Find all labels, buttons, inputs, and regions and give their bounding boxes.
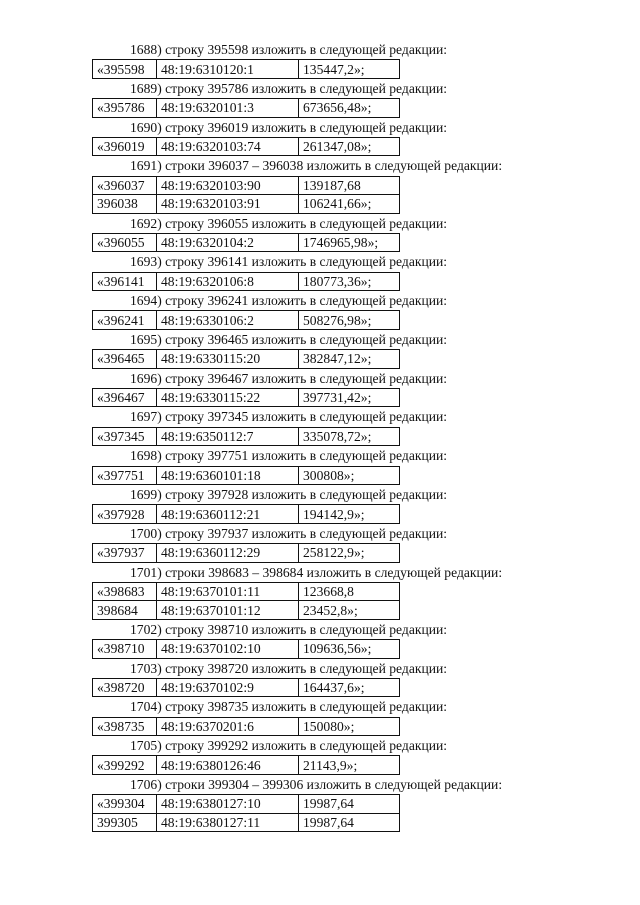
cadastral-number-cell: 48:19:6320101:3	[157, 99, 299, 117]
amendment-heading: 1694) строку 396241 изложить в следующей редакции:	[130, 293, 448, 309]
value-cell: 300808»;	[299, 466, 400, 484]
amendment-table	[92, 543, 400, 562]
amendment-heading: 1689) строку 395786 изложить в следующей редакции:	[130, 80, 448, 96]
amendment-heading: 1688) строку 395598 изложить в следующей редакции:	[130, 42, 448, 57]
cadastral-number-cell: 48:19:6320104:2	[157, 233, 299, 251]
table-row	[93, 427, 400, 445]
table-row	[93, 640, 400, 658]
amendment-heading: 1699) строку 397928 изложить в следующей редакции:	[130, 486, 448, 502]
table-row	[93, 195, 400, 213]
table-row	[93, 350, 400, 368]
table-row	[93, 795, 400, 813]
table-row	[93, 717, 400, 735]
amendment-table	[92, 272, 400, 291]
row-number-cell: «396055	[93, 233, 157, 251]
cadastral-number-cell: 48:19:6370101:11	[157, 582, 299, 600]
table-row	[93, 272, 400, 290]
row-number-cell: «395598	[93, 60, 157, 78]
amendment-heading: 1703) строку 398720 изложить в следующей редакции:	[130, 660, 448, 676]
value-cell: 1746965,98»;	[299, 233, 400, 251]
value-cell: 335078,72»;	[299, 427, 400, 445]
document-body	[92, 40, 552, 832]
amendment-table	[92, 310, 400, 329]
amendment-table	[92, 388, 400, 407]
value-cell: 673656,48»;	[299, 99, 400, 117]
amendment-heading: 1705) строку 399292 изложить в следующей редакции:	[130, 738, 448, 754]
row-number-cell: «398720	[93, 678, 157, 696]
value-cell: 106241,66»;	[299, 195, 400, 213]
cadastral-number-cell: 48:19:6320106:8	[157, 272, 299, 290]
amendment-heading: 1698) строку 397751 изложить в следующей редакции:	[130, 448, 448, 464]
table-row	[93, 678, 400, 696]
value-cell: 508276,98»;	[299, 311, 400, 329]
cadastral-number-cell: 48:19:6370102:9	[157, 678, 299, 696]
amendment-heading: 1696) строку 396467 изложить в следующей редакции:	[130, 370, 448, 386]
row-number-cell: «397751	[93, 466, 157, 484]
cadastral-number-cell: 48:19:6370102:10	[157, 640, 299, 658]
row-number-cell: «396037	[93, 176, 157, 194]
cadastral-number-cell: 48:19:6380127:10	[157, 795, 299, 813]
value-cell: 123668,8	[299, 582, 400, 600]
amendment-heading: 1701) строки 398683 – 398684 изложить в следующей редакции:	[130, 564, 503, 580]
value-cell: 194142,9»;	[299, 505, 400, 523]
amendment-heading: 1690) строку 396019 изложить в следующей редакции:	[130, 119, 448, 135]
value-cell: 109636,56»;	[299, 640, 400, 658]
row-number-cell: «398683	[93, 582, 157, 600]
amendment-heading: 1692) строку 396055 изложить в следующей редакции:	[130, 215, 448, 231]
row-number-cell: 396038	[93, 195, 157, 213]
cadastral-number-cell: 48:19:6360101:18	[157, 466, 299, 484]
amendment-table	[92, 349, 400, 368]
row-number-cell: «398710	[93, 640, 157, 658]
row-number-cell: «397345	[93, 427, 157, 445]
amendment-heading: 1700) строку 397937 изложить в следующей редакции:	[130, 525, 448, 541]
value-cell: 21143,9»;	[299, 756, 400, 774]
row-number-cell: «399292	[93, 756, 157, 774]
value-cell: 19987,64	[299, 795, 400, 813]
value-cell: 180773,36»;	[299, 272, 400, 290]
amendment-table	[92, 717, 400, 736]
value-cell: 258122,9»;	[299, 544, 400, 562]
amendment-table	[92, 427, 400, 446]
table-row	[93, 99, 400, 117]
cadastral-number-cell: 48:19:6380126:46	[157, 756, 299, 774]
cadastral-number-cell: 48:19:6310120:1	[157, 60, 299, 78]
amendment-table	[92, 137, 400, 156]
cadastral-number-cell: 48:19:6330115:20	[157, 350, 299, 368]
value-cell: 150080»;	[299, 717, 400, 735]
value-cell: 139187,68	[299, 176, 400, 194]
value-cell: 19987,64	[299, 813, 400, 831]
row-number-cell: «399304	[93, 795, 157, 813]
amendment-table	[92, 755, 400, 774]
row-number-cell: «396019	[93, 137, 157, 155]
row-number-cell: «397928	[93, 505, 157, 523]
row-number-cell: «396141	[93, 272, 157, 290]
cadastral-number-cell: 48:19:6320103:90	[157, 176, 299, 194]
row-number-cell: «395786	[93, 99, 157, 117]
cadastral-number-cell: 48:19:6360112:29	[157, 544, 299, 562]
cadastral-number-cell: 48:19:6330106:2	[157, 311, 299, 329]
amendment-heading: 1706) строки 399304 – 399306 изложить в следующей редакции:	[130, 776, 503, 792]
amendment-heading: 1697) строку 397345 изложить в следующей редакции:	[130, 409, 448, 425]
row-number-cell: «398735	[93, 717, 157, 735]
value-cell: 261347,08»;	[299, 137, 400, 155]
cadastral-number-cell: 48:19:6370101:12	[157, 601, 299, 619]
cadastral-number-cell: 48:19:6320103:74	[157, 137, 299, 155]
cadastral-number-cell: 48:19:6360112:21	[157, 505, 299, 523]
table-row	[93, 466, 400, 484]
amendment-table	[92, 59, 400, 78]
table-row	[93, 601, 400, 619]
amendment-table	[92, 639, 400, 658]
table-row	[93, 176, 400, 194]
row-number-cell: «396467	[93, 389, 157, 407]
amendment-table	[92, 582, 400, 620]
table-row	[93, 505, 400, 523]
amendment-heading: 1702) строку 398710 изложить в следующей редакции:	[130, 621, 448, 637]
value-cell: 135447,2»;	[299, 60, 400, 78]
cadastral-number-cell: 48:19:6330115:22	[157, 389, 299, 407]
table-row	[93, 311, 400, 329]
table-row	[93, 756, 400, 774]
cadastral-number-cell: 48:19:6320103:91	[157, 195, 299, 213]
row-number-cell: 398684	[93, 601, 157, 619]
table-row	[93, 582, 400, 600]
amendment-table	[92, 98, 400, 117]
cadastral-number-cell: 48:19:6350112:7	[157, 427, 299, 445]
row-number-cell: «396465	[93, 350, 157, 368]
amendment-table	[92, 504, 400, 523]
value-cell: 164437,6»;	[299, 678, 400, 696]
row-number-cell: «397937	[93, 544, 157, 562]
amendment-heading: 1693) строку 396141 изложить в следующей редакции:	[130, 254, 448, 270]
cadastral-number-cell: 48:19:6380127:11	[157, 813, 299, 831]
table-row	[93, 233, 400, 251]
value-cell: 382847,12»;	[299, 350, 400, 368]
row-number-cell: 399305	[93, 813, 157, 831]
amendment-heading: 1704) строку 398735 изложить в следующей редакции:	[130, 699, 448, 715]
row-number-cell: «396241	[93, 311, 157, 329]
table-row	[93, 813, 400, 831]
table-row	[93, 60, 400, 78]
amendment-heading: 1695) строку 396465 изложить в следующей редакции:	[130, 331, 448, 347]
cadastral-number-cell: 48:19:6370201:6	[157, 717, 299, 735]
amendment-table	[92, 678, 400, 697]
amendment-table	[92, 466, 400, 485]
value-cell: 397731,42»;	[299, 389, 400, 407]
table-row	[93, 137, 400, 155]
table-row	[93, 389, 400, 407]
amendment-table	[92, 233, 400, 252]
value-cell: 23452,8»;	[299, 601, 400, 619]
table-row	[93, 544, 400, 562]
amendment-table	[92, 176, 400, 214]
amendment-heading: 1691) строки 396037 – 396038 изложить в следующей редакции:	[130, 158, 503, 174]
amendment-table	[92, 794, 400, 832]
